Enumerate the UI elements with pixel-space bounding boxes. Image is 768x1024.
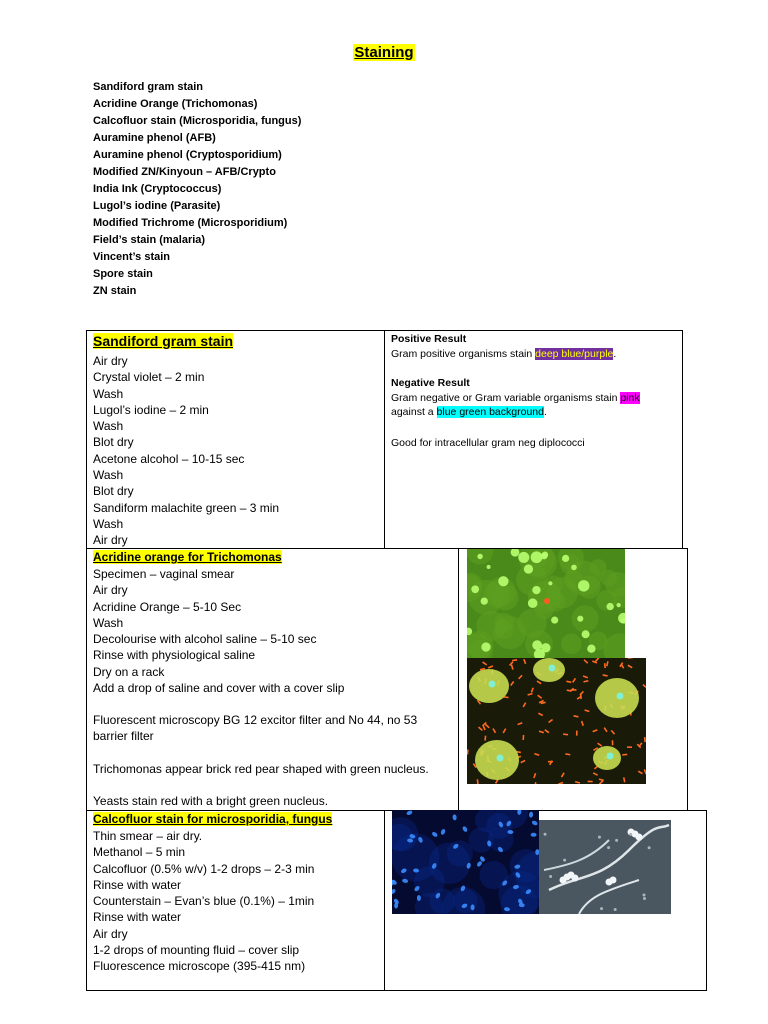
- calcofluor-steps: [93, 828, 314, 975]
- stain-index-item-4: Auramine phenol (AFB): [93, 132, 216, 144]
- calcofluor-heading: Calcofluor stain for microsporidia, fungus: [93, 812, 333, 826]
- negative-result-heading: Negative Result: [391, 377, 470, 389]
- calcofluor-step-5: Counterstain – Evan’s blue (0.1%) – 1min: [93, 894, 315, 909]
- sandiford-step-2: Crystal violet – 2 min: [93, 370, 205, 385]
- sandiford-step-4: Lugol’s iodine – 2 min: [93, 402, 209, 417]
- stain-index-item-10: Field’s stain (malaria): [93, 234, 206, 246]
- acridine-step-1: Specimen – vaginal smear: [93, 567, 235, 581]
- calcofluor-image-fungal-hyphae: [539, 820, 671, 914]
- sandiford-step-1: Air dry: [93, 354, 128, 368]
- calcofluor-step-3: Calcofluor (0.5% w/v) 1-2 drops – 2-3 min: [93, 861, 315, 876]
- stain-index-item-1: Sandiford gram stain: [93, 81, 204, 93]
- stain-index-item-7: India Ink (Cryptococcus): [93, 183, 222, 195]
- calcofluor-step-4: Rinse with water: [93, 877, 182, 892]
- sandiford-step-11: Wash: [93, 516, 124, 531]
- acridine-fluorescence-image-green: [467, 549, 625, 658]
- sandiford-step-6: Blot dry: [93, 435, 134, 450]
- positive-result-heading: Positive Result: [391, 333, 467, 345]
- stain-index-item-8: Lugol’s iodine (Parasite): [93, 200, 221, 212]
- stain-index-item-12: Spore stain: [93, 268, 153, 280]
- acridine-step-7: Dry on a rack: [93, 664, 165, 679]
- acridine-heading: Acridine orange for Trichomonas: [93, 550, 282, 564]
- sandiford-step-7: Acetone alcohol – 10-15 sec: [93, 451, 245, 466]
- sandiford-heading: Sandiford gram stain: [93, 333, 234, 349]
- sandiford-step-5: Wash: [93, 419, 124, 434]
- stain-index-item-3: Calcofluor stain (Microsporidia, fungus): [93, 115, 302, 127]
- stain-index-item-2: Acridine Orange (Trichomonas): [93, 98, 258, 110]
- calcofluor-step-7: Air dry: [93, 926, 128, 941]
- stain-index-item-5: Auramine phenol (Cryptosporidium): [93, 149, 282, 161]
- stain-index-item-9: Modified Trichrome (Microsporidium): [93, 217, 288, 229]
- sandiford-step-8: Wash: [93, 468, 124, 483]
- acridine-method-cell: [86, 548, 459, 811]
- calcofluor-step-9: Fluorescence microscope (395-415 nm): [93, 959, 306, 974]
- stain-index-list: [93, 80, 301, 301]
- acridine-result-yeasts: Yeasts stain red with a bright green nucleus.: [93, 794, 329, 808]
- acridine-step-2: Air dry: [93, 583, 128, 598]
- acridine-step-8: Add a drop of saline and cover with a cover slip: [93, 681, 345, 696]
- stain-index-item-6: Modified ZN/Kinyoun – AFB/Crypto: [93, 166, 276, 178]
- stain-index-item-11: Vincent’s stain: [93, 251, 171, 263]
- page-title: Staining: [354, 44, 414, 61]
- acridine-steps: [93, 566, 344, 696]
- calcofluor-step-8: 1-2 drops of mounting fluid – cover slip: [93, 943, 300, 958]
- acridine-step-5: Decolourise with alcohol saline – 5-10 sec: [93, 632, 317, 647]
- sandiford-steps: [93, 353, 279, 549]
- sandiford-step-12: Air dry: [93, 533, 128, 548]
- acridine-step-4: Wash: [93, 615, 124, 630]
- positive-color-highlight: deep blue/purple: [535, 347, 614, 360]
- negative-result: Negative Result Gram negative or Gram variable organisms stain pink against a blue green background.: [391, 377, 640, 418]
- sandiford-result-cell: [384, 330, 683, 549]
- calcofluor-image-blue-spores: [392, 810, 539, 914]
- calcofluor-method-cell: [86, 810, 385, 991]
- sandiford-note: Good for intracellular gram neg diplococci: [391, 437, 585, 449]
- background-color-highlight: blue green background: [436, 406, 544, 418]
- negative-color-highlight: pink: [620, 391, 640, 404]
- stain-index-item-13: ZN stain: [93, 285, 137, 297]
- acridine-result-trichomonas: Trichomonas appear brick red pear shaped with green nucleus.: [93, 762, 429, 776]
- acridine-step-6: Rinse with physiological saline: [93, 648, 256, 663]
- sandiford-step-9: Blot dry: [93, 484, 134, 499]
- calcofluor-step-1: Thin smear – air dry.: [93, 829, 203, 843]
- sandiford-step-10: Sandiform malachite green – 3 min: [93, 500, 280, 515]
- calcofluor-step-2: Methanol – 5 min: [93, 845, 186, 860]
- sandiford-step-3: Wash: [93, 386, 124, 401]
- acridine-step-3: Acridine Orange – 5-10 Sec: [93, 599, 242, 614]
- calcofluor-step-6: Rinse with water: [93, 910, 182, 925]
- positive-result: Positive Result Gram positive organisms stain deep blue/purple.: [391, 333, 617, 360]
- acridine-microscopy-note: Fluorescent microscopy BG 12 excitor filter and No 44, no 53 barrier filter: [93, 713, 418, 744]
- sandiford-method-cell: [86, 330, 385, 549]
- acridine-fluorescence-image-trichomonas: [467, 658, 646, 784]
